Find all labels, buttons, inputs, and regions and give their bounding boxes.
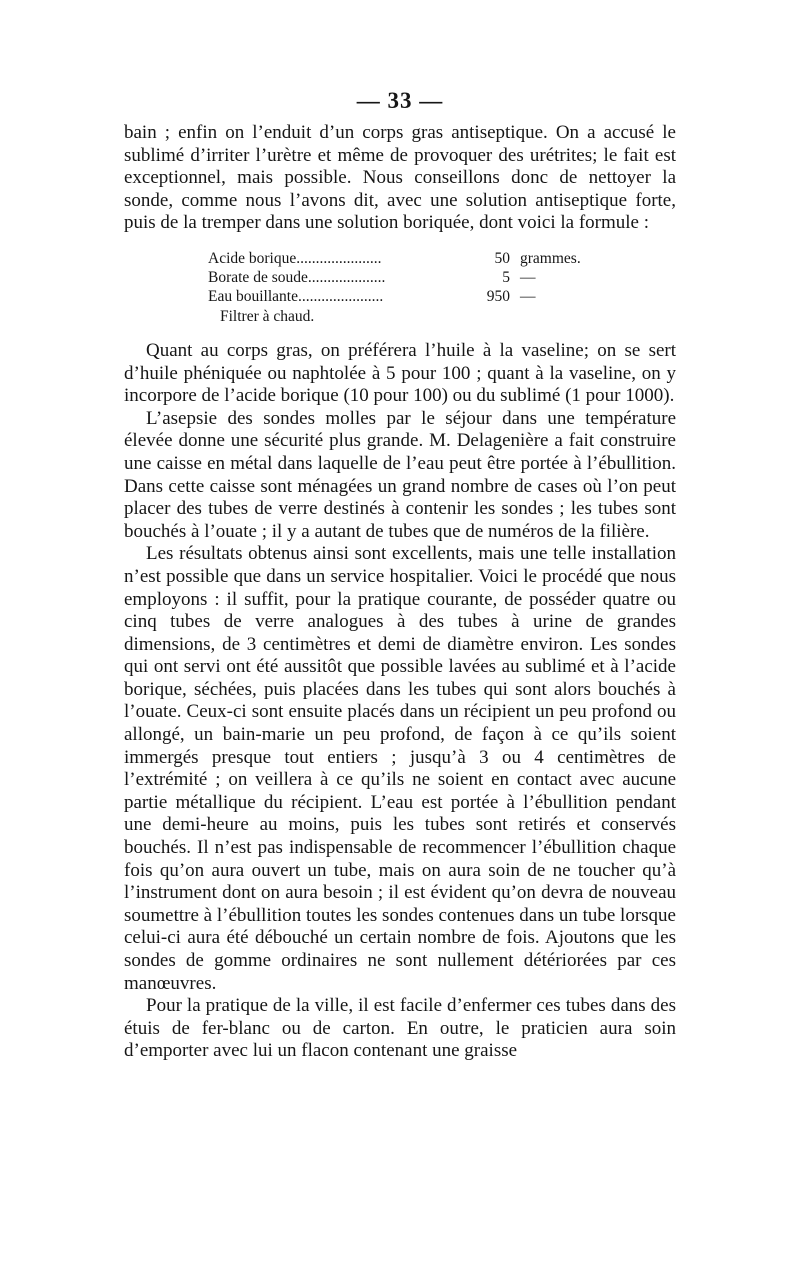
formula-note: Filtrer à chaud. — [220, 307, 315, 325]
ingredient-name: Acide borique — [208, 249, 297, 267]
formula-row — [208, 268, 676, 287]
ingredient-cell — [208, 287, 470, 306]
dot-leader: ...................... — [297, 287, 384, 305]
ingredient-amount: 5 — [502, 268, 510, 286]
ingredient-unit: — — [520, 287, 536, 305]
formula-row — [208, 249, 676, 268]
dot-leader: ...................... — [296, 249, 382, 267]
ingredient-unit: grammes. — [520, 249, 581, 267]
paragraph: L’asepsie des sondes molles par le séjour dans une température élevée donne une sécurité plus grande. M. Delagenière a fait construire une caisse en métal dans laquelle de l’eau peut être portée à l’ébullition. Dans cette caisse sont ménagées un grand nombre de cases où l’on peut placer des tubes de verre destinés à contenir les sondes ; les tubes sont bouchés à l’ouate ; il y a autant de tubes que de numéros de la filière. — [124, 407, 676, 542]
paragraph-continued: bain ; enfin on l’enduit d’un corps gras antiseptique. On a accusé le sublimé d’irriter l’urètre et même de provoquer des urétrites; le fait est exceptionnel, mais possible. Nous conseillons donc de nettoyer la sonde, comme nous l’avons dit, avec une solution antiseptique forte, puis de la tremper dans une solution boriquée, dont voici la formule : — [124, 122, 676, 234]
ingredient-unit: — — [520, 268, 536, 286]
ingredient-name: Borate de soude — [208, 268, 308, 286]
paragraph: Les résultats obtenus ainsi sont excellents, mais une telle installation n’est possible que dans un service hospitalier. Voici le procédé que nous employons : il suffit, pour la pratique courante, de posséder quatre ou cinq tubes de verre analogues à des tubes à urine de grandes dimensions, de 3 centimètres et demi de diamètre environ. Les sondes qui ont servi ont été aussitôt que possible lavées au sublimé et à l’acide borique, séchées, puis placées dans les tubes qui sont alors bouchés à l’ouate. Ceux-ci sont ensuite placés dans un récipient un peu profond ou allongé, un bain-marie un peu profond, de façon à ce qu’ils soient immergés presque tout entiers ; jusqu’à 3 ou 4 centimètres de l’extrémité ; on veillera à ce qu’ils ne soient en contact avec aucune partie métallique du récipient. L’eau est portée à l’ébullition pendant une demi-heure au moins, puis les tubes sont retirés et conservés bouchés. Il n’est pas indispensable de recommencer l’ébullition chaque fois qu’on aura ouvert un tube, mais on aura soin de ne toucher qu’à l’instrument dont on aura besoin ; il est évident qu’on devra de nouveau soumettre à l’ébullition toutes les sondes contenues dans un tube lorsque celui-ci aura été débouché un certain nombre de fois. Ajoutons que les sondes de gomme ordinaires ne sont nullement détériorées par ces manœuvres. — [124, 543, 676, 994]
ingredient-amount: 950 — [486, 287, 510, 305]
paragraph: Pour la pratique de la ville, il est facile d’enfermer ces tubes dans des étuis de fer-blanc ou de carton. En outre, le praticien aura soin d’emporter avec lui un flacon contenant une graisse — [124, 995, 676, 1062]
formula-table — [208, 249, 676, 326]
ingredient-cell — [208, 268, 470, 287]
page-number: — 33 — — [356, 88, 444, 113]
paragraph: Quant au corps gras, on préférera l’huile à la vaseline; on se sert d’huile phéniquée ou naphtolée à 5 pour 100 ; quant à la vaseline, on y incorpore de l’acide borique (10 pour 100) ou du sublimé (1 pour 1000). — [124, 339, 676, 407]
ingredient-amount: 50 — [494, 249, 510, 267]
book-page — [124, 86, 676, 1063]
formula-row — [208, 287, 676, 306]
dot-leader: .................... — [307, 268, 386, 286]
ingredient-name: Eau bouillante — [208, 287, 298, 305]
ingredient-cell — [208, 249, 470, 268]
